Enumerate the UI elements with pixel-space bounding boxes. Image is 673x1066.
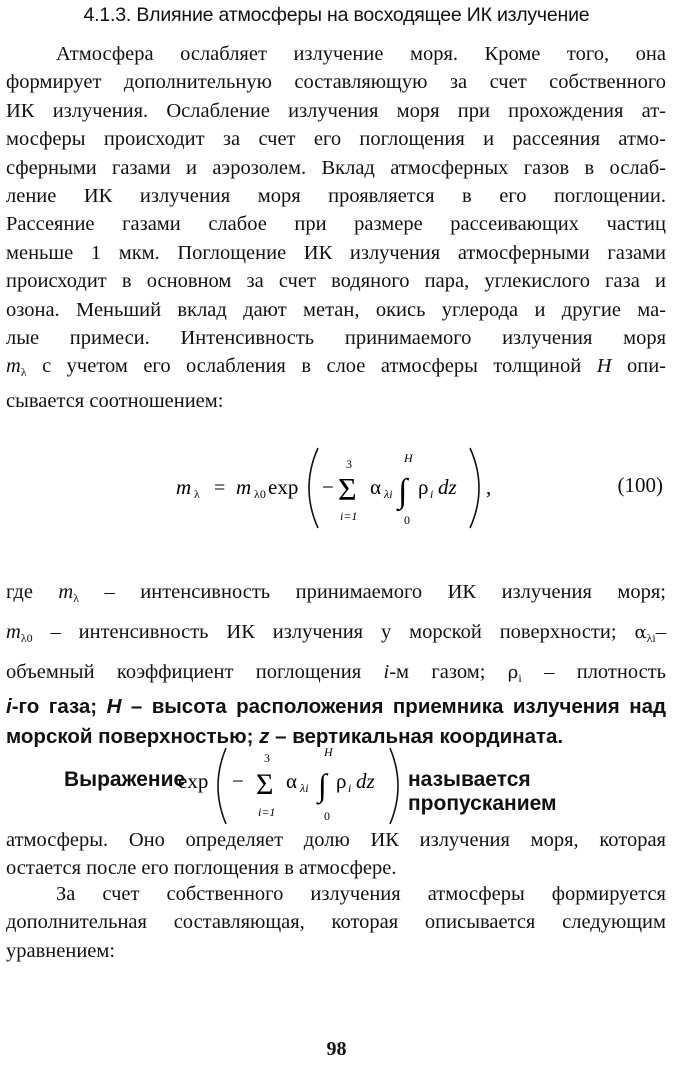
- expression-tail: называется пропусканием: [408, 768, 557, 815]
- paragraph-3: [6, 880, 666, 965]
- sigma-icon: Σ: [256, 768, 274, 801]
- eq-lhs-sub: λ: [194, 487, 200, 501]
- eq-comma: ,: [486, 475, 492, 499]
- section-heading: 4.1.3. Влияние атмосферы на восходящее ИК излучение: [83, 4, 590, 26]
- left-paren-icon: [309, 448, 318, 528]
- text-fragment: -м газом;: [389, 661, 508, 683]
- integral-icon: ∫: [318, 767, 327, 803]
- variable-z: z: [259, 725, 270, 748]
- eq-dz: dz: [438, 475, 457, 499]
- text-fragment: морской поверхностью;: [6, 725, 260, 748]
- expr-alpha-sub: λi: [300, 781, 309, 795]
- expr-int-lower: 0: [324, 809, 330, 823]
- expr-minus: −: [232, 769, 244, 793]
- text-line: ление ИК излучения моря проявляется в его поглощении.: [6, 185, 666, 208]
- subscript-lambda: λ: [73, 591, 80, 605]
- subscript-lambda0: λ0: [20, 631, 33, 645]
- text-fragment: -го газа;: [11, 695, 107, 718]
- eq-rho: ρ: [418, 475, 429, 499]
- eq-alpha: α: [370, 475, 382, 499]
- equation-100-graphic: [0, 436, 673, 536]
- equation-100: [0, 436, 673, 536]
- text-line: сферными газами и аэрозолем. Вклад атмосферных газов в ослаб-: [6, 156, 666, 179]
- expr-dz: dz: [356, 769, 375, 793]
- variable-rho: ρ: [507, 662, 519, 683]
- text-line: [6, 352, 666, 386]
- text-line: остается после его поглощения в атмосфере.: [6, 857, 397, 880]
- expr-rho: ρ: [336, 769, 347, 793]
- eq-int-upper: H: [404, 451, 413, 465]
- text-line: лые примеси. Интенсивность принимаемого излучения моря: [6, 327, 666, 350]
- text-line: происходит в основном за счет водяного пара, углекислого газа и: [6, 270, 666, 293]
- eq-equals: =: [214, 477, 226, 499]
- text-fragment: с учетом его ослабления в слое атмосферы толщиной: [26, 355, 597, 378]
- eq-rhs-sub: λ0: [254, 487, 266, 501]
- definitions-block: [6, 572, 666, 752]
- text-line: Атмосфера ослабляет излучение моря. Кроме того, она: [56, 43, 666, 65]
- paragraph-2: [6, 826, 666, 883]
- integral-icon: ∫: [398, 473, 408, 510]
- text-line: мосферы происходит за счет его поглощения и рассеяния атмо-: [6, 128, 666, 151]
- variable-m: m: [58, 581, 74, 603]
- text-line: уравнением:: [6, 939, 116, 962]
- eq-int-lower: 0: [404, 513, 410, 527]
- variable-i: i: [6, 695, 12, 718]
- definition-line: [6, 692, 666, 722]
- definition-line: [6, 652, 666, 692]
- definition-line: [6, 572, 666, 612]
- variable-alpha: α: [634, 622, 647, 643]
- eq-sum-lower: i=1: [340, 509, 358, 523]
- equation-number: (100): [617, 473, 663, 497]
- subscript-lambda-i: λi: [646, 631, 656, 645]
- eq-rhs-m: m: [236, 475, 252, 499]
- text-fragment: – интенсивность ИК излучения у морской поверхности;: [32, 621, 635, 643]
- transmission-expression: [0, 740, 673, 830]
- text-fragment: –: [655, 621, 666, 643]
- text-line: меньше 1 мкм. Поглощение ИК излучения атмосферными газами: [6, 241, 666, 264]
- text-fragment: – плотность: [521, 661, 667, 683]
- eq-alpha-sub: λi: [384, 487, 393, 501]
- expr-exp: exp: [178, 769, 209, 793]
- left-paren-icon: [218, 748, 226, 824]
- text-line: формирует дополнительную составляющую за счет собственного: [6, 71, 666, 94]
- text-line: ИК излучения. Ослабление излучения моря при прохождения ат-: [6, 99, 666, 122]
- eq-exp: exp: [268, 475, 299, 499]
- text-fragment: объемный коэффициент поглощения: [6, 661, 384, 683]
- text-line: Рассеяние газами слабое при размере рассеивающих частиц: [6, 213, 666, 236]
- expr-sum-upper: 3: [264, 751, 270, 765]
- variable-H: H: [106, 695, 122, 718]
- text-fragment: – интенсивность принимаемого ИК излучения моря;: [79, 581, 666, 603]
- subscript-i: i: [518, 671, 522, 685]
- variable-i: i: [383, 661, 390, 683]
- expression-label: Выражение: [64, 768, 186, 791]
- text-line: дополнительная составляющая, которая описывается следующим: [6, 911, 666, 934]
- text-fragment: опи-: [611, 355, 666, 378]
- eq-minus: −: [322, 475, 334, 499]
- eq-lhs-m: m: [176, 475, 192, 499]
- page-number: 98: [326, 1038, 347, 1060]
- text-fragment: где: [6, 581, 59, 603]
- variable-m: m: [6, 621, 21, 643]
- sigma-icon: Σ: [338, 471, 357, 507]
- eq-rho-sub: i: [430, 487, 434, 501]
- right-paren-icon: [470, 448, 479, 528]
- subscript-lambda: λ: [20, 365, 27, 380]
- variable-H: H: [596, 355, 612, 378]
- text-line: атмосферы. Оно определяет долю ИК излучения моря, которая: [6, 829, 666, 851]
- eq-sum-upper: 3: [346, 457, 352, 471]
- right-paren-icon: [390, 748, 398, 824]
- paragraph-1: [6, 40, 666, 415]
- variable-m: m: [6, 355, 21, 378]
- text-line: озона. Меньший вклад дают метан, окись углерода и другие ма-: [6, 298, 666, 321]
- text-line: сывается соотношением:: [6, 389, 224, 412]
- expr-int-upper: H: [324, 745, 333, 759]
- definition-line: [6, 612, 666, 652]
- text-fragment: – высота расположения приемника излучения над: [121, 695, 666, 718]
- expr-sum-lower: i=1: [258, 805, 276, 819]
- expr-alpha: α: [286, 769, 298, 793]
- expr-rho-sub: i: [348, 781, 352, 795]
- text-line: За счет собственного излучения атмосферы формируется: [56, 883, 666, 905]
- text-fragment: – вертикальная координата.: [269, 725, 564, 748]
